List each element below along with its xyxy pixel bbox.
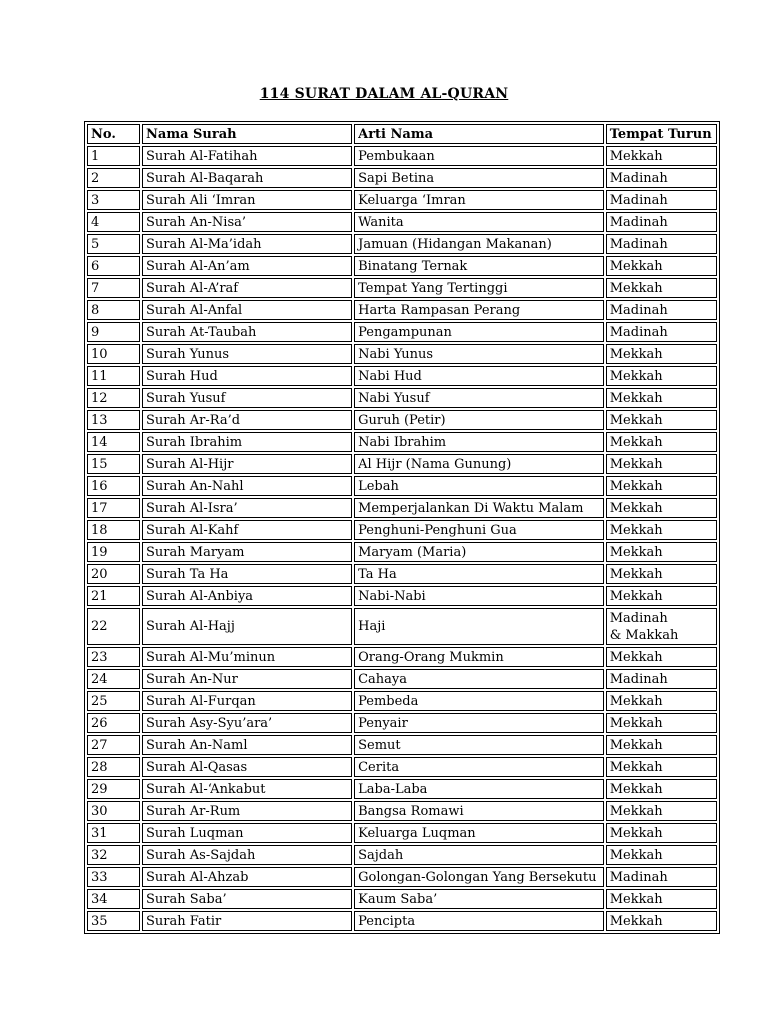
table-row — [87, 190, 717, 210]
table-row — [87, 713, 717, 733]
cell-nama-surah: Surah Al-Fatihah — [142, 146, 352, 166]
cell-tempat-turun — [606, 498, 717, 518]
cell-tempat-turun — [606, 735, 717, 755]
table-row — [87, 498, 717, 518]
cell-no: 12 — [87, 388, 140, 408]
cell-nama-surah: Surah Yunus — [142, 344, 352, 364]
tempat-turun-line: Mekkah — [609, 913, 663, 929]
tempat-turun-line: Mekkah — [609, 891, 663, 907]
table-row — [87, 542, 717, 562]
cell-tempat-turun — [606, 669, 717, 689]
tempat-turun-line: Mekkah — [609, 412, 663, 428]
tempat-turun-line: Madinah — [609, 671, 668, 687]
cell-tempat-turun — [606, 366, 717, 386]
tempat-turun-line: Mekkah — [609, 368, 663, 384]
cell-arti-nama: Semut — [354, 735, 604, 755]
cell-nama-surah: Surah Al-Kahf — [142, 520, 352, 540]
tempat-turun-line: Mekkah — [609, 847, 663, 863]
cell-no: 17 — [87, 498, 140, 518]
cell-arti-nama: Cahaya — [354, 669, 604, 689]
cell-arti-nama: Nabi Ibrahim — [354, 432, 604, 452]
table-row — [87, 388, 717, 408]
cell-no: 13 — [87, 410, 140, 430]
table-row — [87, 608, 717, 645]
table-row — [87, 300, 717, 320]
tempat-turun-line: Mekkah — [609, 346, 663, 362]
table-row — [87, 691, 717, 711]
cell-arti-nama: Laba-Laba — [354, 779, 604, 799]
cell-nama-surah: Surah Al-Anbiya — [142, 586, 352, 606]
table-row — [87, 779, 717, 799]
tempat-turun-line: Mekkah — [609, 759, 663, 775]
cell-no: 10 — [87, 344, 140, 364]
tempat-turun-line: Mekkah — [609, 478, 663, 494]
cell-arti-nama: Pembeda — [354, 691, 604, 711]
cell-tempat-turun — [606, 278, 717, 298]
cell-tempat-turun — [606, 520, 717, 540]
cell-nama-surah: Surah Maryam — [142, 542, 352, 562]
cell-arti-nama: Penyair — [354, 713, 604, 733]
tempat-turun-line: Mekkah — [609, 258, 663, 274]
cell-tempat-turun — [606, 608, 717, 645]
cell-nama-surah: Surah An-Nahl — [142, 476, 352, 496]
tempat-turun-line: Mekkah — [609, 737, 663, 753]
cell-nama-surah: Surah Al-Hijr — [142, 454, 352, 474]
cell-arti-nama: Nabi Hud — [354, 366, 604, 386]
tempat-turun-line: Mekkah — [609, 715, 663, 731]
table-row — [87, 256, 717, 276]
cell-arti-nama: Binatang Ternak — [354, 256, 604, 276]
header-tempat-turun: Tempat Turun — [606, 124, 717, 144]
cell-tempat-turun — [606, 757, 717, 777]
cell-nama-surah: Surah Al-Mu’minun — [142, 647, 352, 667]
cell-no: 25 — [87, 691, 140, 711]
tempat-turun-line: Mekkah — [609, 693, 663, 709]
cell-tempat-turun — [606, 234, 717, 254]
cell-tempat-turun — [606, 542, 717, 562]
tempat-turun-line: Mekkah — [609, 148, 663, 164]
header-nama-surah: Nama Surah — [142, 124, 352, 144]
table-row — [87, 454, 717, 474]
cell-arti-nama: Pencipta — [354, 911, 604, 931]
cell-no: 19 — [87, 542, 140, 562]
cell-tempat-turun — [606, 823, 717, 843]
cell-nama-surah: Surah Asy-Syu’ara’ — [142, 713, 352, 733]
cell-arti-nama: Haji — [354, 608, 604, 645]
tempat-turun-line: Madinah — [609, 170, 668, 186]
table-row — [87, 146, 717, 166]
table-row — [87, 432, 717, 452]
cell-tempat-turun — [606, 889, 717, 909]
cell-arti-nama: Ta Ha — [354, 564, 604, 584]
cell-no: 32 — [87, 845, 140, 865]
cell-no: 20 — [87, 564, 140, 584]
cell-tempat-turun — [606, 344, 717, 364]
cell-tempat-turun — [606, 190, 717, 210]
table-row — [87, 520, 717, 540]
tempat-turun-line: Mekkah — [609, 649, 663, 665]
header-no: No. — [87, 124, 140, 144]
cell-arti-nama: Kaum Saba’ — [354, 889, 604, 909]
tempat-turun-line: Madinah — [609, 869, 668, 885]
cell-arti-nama: Keluarga ‘Imran — [354, 190, 604, 210]
tempat-turun-line: Madinah — [609, 236, 668, 252]
cell-no: 24 — [87, 669, 140, 689]
tempat-turun-line: Mekkah — [609, 500, 663, 516]
cell-arti-nama: Lebah — [354, 476, 604, 496]
tempat-turun-line: Mekkah — [609, 781, 663, 797]
cell-nama-surah: Surah Luqman — [142, 823, 352, 843]
table-row — [87, 366, 717, 386]
cell-no: 23 — [87, 647, 140, 667]
cell-nama-surah: Surah An-Naml — [142, 735, 352, 755]
tempat-turun-line: Mekkah — [609, 434, 663, 450]
cell-no: 33 — [87, 867, 140, 887]
cell-no: 35 — [87, 911, 140, 931]
cell-nama-surah: Surah An-Nur — [142, 669, 352, 689]
cell-tempat-turun — [606, 713, 717, 733]
cell-arti-nama: Orang-Orang Mukmin — [354, 647, 604, 667]
cell-tempat-turun — [606, 911, 717, 931]
table-row — [87, 823, 717, 843]
cell-arti-nama: Pembukaan — [354, 146, 604, 166]
cell-tempat-turun — [606, 867, 717, 887]
table-row — [87, 669, 717, 689]
table-row — [87, 911, 717, 931]
cell-arti-nama: Keluarga Luqman — [354, 823, 604, 843]
cell-tempat-turun — [606, 388, 717, 408]
cell-nama-surah: Surah An-Nisa’ — [142, 212, 352, 232]
cell-arti-nama: Bangsa Romawi — [354, 801, 604, 821]
page-title: 114 SURAT DALAM AL-QURAN — [259, 86, 509, 102]
cell-tempat-turun — [606, 454, 717, 474]
table-row — [87, 322, 717, 342]
cell-nama-surah: Surah Saba’ — [142, 889, 352, 909]
cell-nama-surah: Surah Fatir — [142, 911, 352, 931]
tempat-turun-line: Mekkah — [609, 544, 663, 560]
cell-arti-nama: Memperjalankan Di Waktu Malam — [354, 498, 604, 518]
table-row — [87, 586, 717, 606]
cell-tempat-turun — [606, 410, 717, 430]
cell-tempat-turun — [606, 322, 717, 342]
cell-arti-nama: Pengampunan — [354, 322, 604, 342]
tempat-turun-line: Madinah — [609, 610, 668, 626]
cell-no: 28 — [87, 757, 140, 777]
table-row — [87, 801, 717, 821]
cell-arti-nama: Guruh (Petir) — [354, 410, 604, 430]
cell-tempat-turun — [606, 845, 717, 865]
cell-nama-surah: Surah As-Sajdah — [142, 845, 352, 865]
cell-arti-nama: Nabi-Nabi — [354, 586, 604, 606]
cell-no: 8 — [87, 300, 140, 320]
cell-tempat-turun — [606, 476, 717, 496]
tempat-turun-line: Madinah — [609, 214, 668, 230]
cell-tempat-turun — [606, 564, 717, 584]
cell-arti-nama: Tempat Yang Tertinggi — [354, 278, 604, 298]
cell-no: 22 — [87, 608, 140, 645]
cell-arti-nama: Golongan-Golongan Yang Bersekutu — [354, 867, 604, 887]
cell-tempat-turun — [606, 801, 717, 821]
cell-nama-surah: Surah Ta Ha — [142, 564, 352, 584]
cell-arti-nama: Cerita — [354, 757, 604, 777]
cell-no: 30 — [87, 801, 140, 821]
cell-nama-surah: Surah Al-Ahzab — [142, 867, 352, 887]
cell-no: 5 — [87, 234, 140, 254]
tempat-turun-line: Madinah — [609, 302, 668, 318]
tempat-turun-line: Mekkah — [609, 588, 663, 604]
tempat-turun-line: Mekkah — [609, 522, 663, 538]
cell-nama-surah: Surah Ar-Ra’d — [142, 410, 352, 430]
cell-no: 18 — [87, 520, 140, 540]
cell-tempat-turun — [606, 691, 717, 711]
cell-nama-surah: Surah Al-An’am — [142, 256, 352, 276]
cell-nama-surah: Surah Al-A’raf — [142, 278, 352, 298]
table-row — [87, 212, 717, 232]
table-row — [87, 647, 717, 667]
cell-nama-surah: Surah Al-Baqarah — [142, 168, 352, 188]
cell-no: 21 — [87, 586, 140, 606]
cell-arti-nama: Jamuan (Hidangan Makanan) — [354, 234, 604, 254]
table-row — [87, 757, 717, 777]
cell-tempat-turun — [606, 168, 717, 188]
tempat-turun-line: Mekkah — [609, 803, 663, 819]
tempat-turun-line: Mekkah — [609, 280, 663, 296]
cell-arti-nama: Maryam (Maria) — [354, 542, 604, 562]
cell-no: 27 — [87, 735, 140, 755]
tempat-turun-line: Mekkah — [609, 566, 663, 582]
cell-arti-nama: Sapi Betina — [354, 168, 604, 188]
cell-no: 6 — [87, 256, 140, 276]
cell-no: 31 — [87, 823, 140, 843]
cell-nama-surah: Surah Yusuf — [142, 388, 352, 408]
cell-no: 16 — [87, 476, 140, 496]
cell-no: 1 — [87, 146, 140, 166]
tempat-turun-line: Mekkah — [609, 390, 663, 406]
table-row — [87, 476, 717, 496]
surah-table — [84, 121, 720, 934]
cell-tempat-turun — [606, 647, 717, 667]
cell-tempat-turun — [606, 432, 717, 452]
table-row — [87, 344, 717, 364]
cell-arti-nama: Wanita — [354, 212, 604, 232]
cell-no: 34 — [87, 889, 140, 909]
cell-nama-surah: Surah Ibrahim — [142, 432, 352, 452]
cell-arti-nama: Al Hijr (Nama Gunung) — [354, 454, 604, 474]
tempat-turun-line: Madinah — [609, 324, 668, 340]
cell-nama-surah: Surah Al-Anfal — [142, 300, 352, 320]
tempat-turun-line: Mekkah — [609, 456, 663, 472]
table-row — [87, 278, 717, 298]
cell-arti-nama: Nabi Yusuf — [354, 388, 604, 408]
cell-no: 14 — [87, 432, 140, 452]
cell-no: 7 — [87, 278, 140, 298]
table-row — [87, 410, 717, 430]
cell-nama-surah: Surah Al-Ma’idah — [142, 234, 352, 254]
cell-no: 26 — [87, 713, 140, 733]
cell-nama-surah: Surah Al-Isra’ — [142, 498, 352, 518]
cell-tempat-turun — [606, 300, 717, 320]
cell-tempat-turun — [606, 146, 717, 166]
table-row — [87, 735, 717, 755]
cell-tempat-turun — [606, 212, 717, 232]
cell-nama-surah: Surah Al-Hajj — [142, 608, 352, 645]
table-row — [87, 168, 717, 188]
cell-nama-surah: Surah Hud — [142, 366, 352, 386]
header-arti-nama: Arti Nama — [354, 124, 604, 144]
table-row — [87, 889, 717, 909]
cell-tempat-turun — [606, 779, 717, 799]
cell-arti-nama: Penghuni-Penghuni Gua — [354, 520, 604, 540]
cell-no: 15 — [87, 454, 140, 474]
cell-arti-nama: Sajdah — [354, 845, 604, 865]
cell-no: 11 — [87, 366, 140, 386]
table-row — [87, 234, 717, 254]
tempat-turun-line: Madinah — [609, 192, 668, 208]
cell-no: 9 — [87, 322, 140, 342]
cell-no: 2 — [87, 168, 140, 188]
cell-no: 3 — [87, 190, 140, 210]
cell-nama-surah: Surah Ali ‘Imran — [142, 190, 352, 210]
cell-tempat-turun — [606, 256, 717, 276]
cell-nama-surah: Surah Al-Furqan — [142, 691, 352, 711]
cell-arti-nama: Harta Rampasan Perang — [354, 300, 604, 320]
cell-nama-surah: Surah At-Taubah — [142, 322, 352, 342]
cell-no: 4 — [87, 212, 140, 232]
cell-nama-surah: Surah Al-Qasas — [142, 757, 352, 777]
tempat-turun-line: & Makkah — [609, 627, 679, 643]
table-header-row — [87, 124, 717, 144]
cell-nama-surah: Surah Ar-Rum — [142, 801, 352, 821]
tempat-turun-line: Mekkah — [609, 825, 663, 841]
cell-nama-surah: Surah Al-‘Ankabut — [142, 779, 352, 799]
table-row — [87, 867, 717, 887]
table-row — [87, 845, 717, 865]
cell-no: 29 — [87, 779, 140, 799]
cell-arti-nama: Nabi Yunus — [354, 344, 604, 364]
cell-tempat-turun — [606, 586, 717, 606]
table-row — [87, 564, 717, 584]
